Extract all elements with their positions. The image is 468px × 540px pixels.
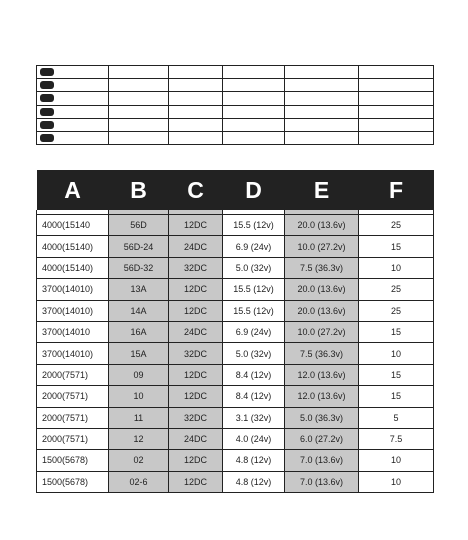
top-grid-cell: [359, 92, 434, 105]
top-grid-cell: [169, 131, 223, 144]
cell-c: 12DC: [169, 471, 223, 492]
cell-e: 7.5 (36.3v): [285, 257, 359, 278]
cell-a: 3700(14010): [37, 279, 109, 300]
cell-d: 4.8 (12v): [223, 471, 285, 492]
cell-e: 6.0 (27.2v): [285, 428, 359, 449]
row-marker-icon: [40, 134, 54, 142]
top-grid-cell: [109, 66, 169, 79]
table-row: [37, 279, 434, 300]
top-grid-row: [37, 79, 434, 92]
cell-d: 8.4 (12v): [223, 386, 285, 407]
top-grid-row: [37, 118, 434, 131]
cell-b: 13A: [109, 279, 169, 300]
cell-e: 20.0 (13.6v): [285, 215, 359, 236]
cell-f: 25: [359, 215, 434, 236]
cell-a: 2000(7571): [37, 386, 109, 407]
header-e: E: [285, 170, 359, 210]
cell-a: 4000(15140: [37, 215, 109, 236]
cell-f: 15: [359, 386, 434, 407]
cell-c: 24DC: [169, 428, 223, 449]
cell-b: 10: [109, 386, 169, 407]
cell-e: 12.0 (13.6v): [285, 364, 359, 385]
cell-d: 15.5 (12v): [223, 215, 285, 236]
cell-c: 32DC: [169, 257, 223, 278]
cell-a: 3700(14010: [37, 321, 109, 342]
cell-e: 10.0 (27.2v): [285, 236, 359, 257]
cell-f: 10: [359, 257, 434, 278]
cell-e: 12.0 (13.6v): [285, 386, 359, 407]
cell-e: 5.0 (36.3v): [285, 407, 359, 428]
top-grid-cell: [285, 118, 359, 131]
cell-b: 56D-32: [109, 257, 169, 278]
cell-f: 25: [359, 300, 434, 321]
cell-a: 2000(7571): [37, 407, 109, 428]
cell-b: 09: [109, 364, 169, 385]
row-marker-icon: [40, 81, 54, 89]
top-grid-cell: [285, 66, 359, 79]
top-grid-cell: [223, 118, 285, 131]
cell-d: 4.8 (12v): [223, 450, 285, 471]
cell-a: 2000(7571): [37, 364, 109, 385]
top-grid-cell: [285, 131, 359, 144]
cell-c: 12DC: [169, 364, 223, 385]
top-grid-cell: [285, 105, 359, 118]
row-marker-icon: [40, 94, 54, 102]
cell-a: 1500(5678): [37, 471, 109, 492]
top-grid-row: [37, 105, 434, 118]
header-c: C: [169, 170, 223, 210]
top-grid-row: [37, 131, 434, 144]
top-grid-cell: [359, 118, 434, 131]
table-row: [37, 450, 434, 471]
top-grid-cell: [285, 79, 359, 92]
cell-b: 56D: [109, 215, 169, 236]
cell-f: 15: [359, 236, 434, 257]
header-f: F: [359, 170, 434, 210]
top-grid-cell: [223, 131, 285, 144]
cell-c: 24DC: [169, 236, 223, 257]
top-grid-row: [37, 92, 434, 105]
header-a: A: [37, 170, 109, 210]
top-grid-cell: [359, 79, 434, 92]
cell-f: 25: [359, 279, 434, 300]
header-row: [37, 170, 434, 210]
top-grid-cell: [37, 66, 109, 79]
top-grid-row: [37, 66, 434, 79]
top-grid-cell: [109, 131, 169, 144]
top-grid-cell: [285, 92, 359, 105]
cell-c: 12DC: [169, 279, 223, 300]
top-grid-cell: [169, 105, 223, 118]
cell-e: 7.0 (13.6v): [285, 471, 359, 492]
top-grid-cell: [109, 92, 169, 105]
cell-b: 11: [109, 407, 169, 428]
cell-c: 12DC: [169, 386, 223, 407]
cell-d: 6.9 (24v): [223, 321, 285, 342]
cell-c: 32DC: [169, 407, 223, 428]
table-row: [37, 386, 434, 407]
row-marker-icon: [40, 121, 54, 129]
cell-c: 12DC: [169, 300, 223, 321]
cell-b: 12: [109, 428, 169, 449]
cell-c: 12DC: [169, 450, 223, 471]
cell-d: 8.4 (12v): [223, 364, 285, 385]
top-grid-cell: [169, 118, 223, 131]
top-grid-cell: [223, 92, 285, 105]
top-grid-cell: [109, 118, 169, 131]
cell-c: 12DC: [169, 215, 223, 236]
top-grid-cell: [37, 105, 109, 118]
cell-b: 02: [109, 450, 169, 471]
table-row: [37, 407, 434, 428]
top-grid-cell: [223, 105, 285, 118]
spec-table: [36, 170, 434, 493]
cell-f: 10: [359, 450, 434, 471]
top-grid-cell: [359, 131, 434, 144]
table-row: [37, 215, 434, 236]
top-grid-cell: [223, 79, 285, 92]
cell-a: 1500(5678): [37, 450, 109, 471]
cell-e: 7.0 (13.6v): [285, 450, 359, 471]
cell-e: 10.0 (27.2v): [285, 321, 359, 342]
row-marker-icon: [40, 108, 54, 116]
cell-a: 3700(14010): [37, 300, 109, 321]
top-grid-cell: [37, 79, 109, 92]
cell-f: 15: [359, 364, 434, 385]
table-row: [37, 428, 434, 449]
table-row: [37, 300, 434, 321]
header-b: B: [109, 170, 169, 210]
cell-b: 16A: [109, 321, 169, 342]
table-row: [37, 321, 434, 342]
row-marker-icon: [40, 68, 54, 76]
table-row: [37, 364, 434, 385]
top-grid-cell: [37, 118, 109, 131]
cell-b: 14A: [109, 300, 169, 321]
top-blank-grid: [36, 65, 434, 145]
top-grid-cell: [359, 105, 434, 118]
cell-b: 56D-24: [109, 236, 169, 257]
cell-d: 15.5 (12v): [223, 300, 285, 321]
table-row: [37, 471, 434, 492]
top-grid-cell: [169, 79, 223, 92]
cell-f: 10: [359, 343, 434, 364]
table-row: [37, 236, 434, 257]
cell-b: 02-6: [109, 471, 169, 492]
top-grid-cell: [37, 131, 109, 144]
cell-d: 5.0 (32v): [223, 343, 285, 364]
cell-d: 4.0 (24v): [223, 428, 285, 449]
cell-a: 4000(15140): [37, 257, 109, 278]
cell-d: 15.5 (12v): [223, 279, 285, 300]
cell-e: 20.0 (13.6v): [285, 279, 359, 300]
cell-d: 5.0 (32v): [223, 257, 285, 278]
top-grid-cell: [359, 66, 434, 79]
header-d: D: [223, 170, 285, 210]
cell-b: 15A: [109, 343, 169, 364]
cell-c: 24DC: [169, 321, 223, 342]
top-grid-cell: [109, 79, 169, 92]
cell-e: 20.0 (13.6v): [285, 300, 359, 321]
cell-f: 15: [359, 321, 434, 342]
cell-f: 7.5: [359, 428, 434, 449]
cell-d: 6.9 (24v): [223, 236, 285, 257]
top-grid-cell: [37, 92, 109, 105]
top-grid-cell: [169, 66, 223, 79]
cell-a: 3700(14010): [37, 343, 109, 364]
top-grid-cell: [169, 92, 223, 105]
table-row: [37, 257, 434, 278]
cell-c: 32DC: [169, 343, 223, 364]
cell-a: 4000(15140): [37, 236, 109, 257]
top-grid-cell: [109, 105, 169, 118]
cell-a: 2000(7571): [37, 428, 109, 449]
cell-f: 5: [359, 407, 434, 428]
table-row: [37, 343, 434, 364]
top-grid-cell: [223, 66, 285, 79]
cell-e: 7.5 (36.3v): [285, 343, 359, 364]
cell-d: 3.1 (32v): [223, 407, 285, 428]
cell-f: 10: [359, 471, 434, 492]
